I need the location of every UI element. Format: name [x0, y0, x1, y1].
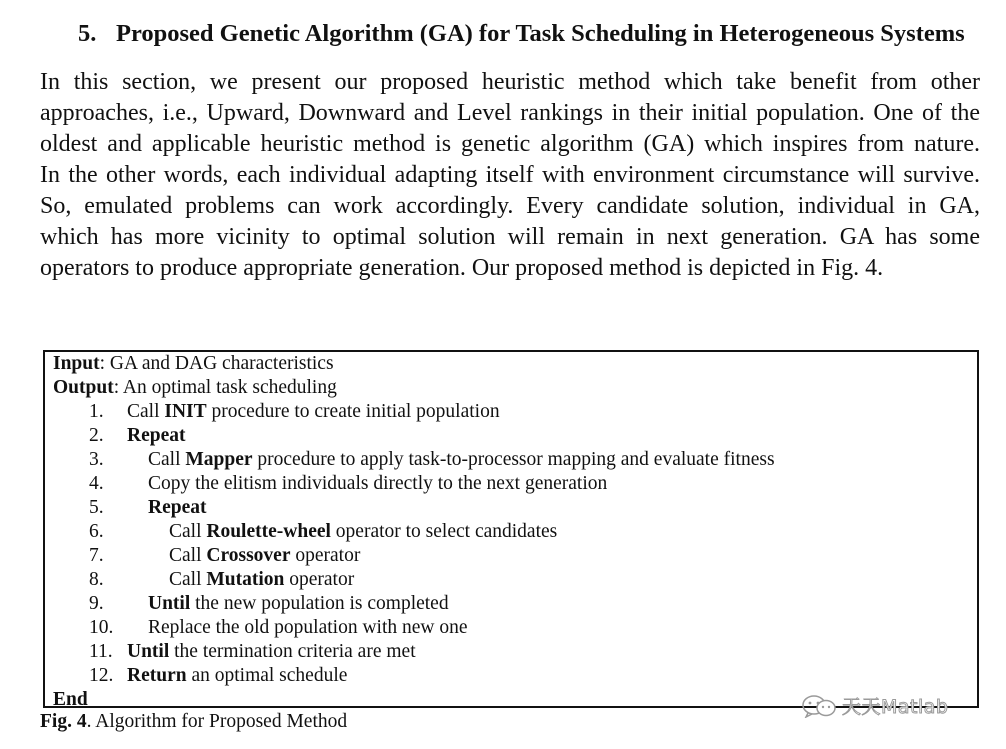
paragraph-line: In the other words, each individual adapting itself with environment circumstance will survive.	[40, 162, 980, 188]
watermark-text: 天天Matlab	[842, 696, 949, 718]
algorithm-output	[53, 376, 337, 400]
step-number: 10.	[89, 617, 114, 638]
step-bold: INIT	[164, 401, 207, 422]
step-post: operator	[290, 545, 361, 566]
step-pre: Copy the elitism individuals directly to the next generation	[148, 473, 608, 494]
paragraph-line: operators to produce appropriate generation. Our proposed method is depicted in Fig. 4.	[40, 255, 884, 281]
step-text	[169, 544, 360, 568]
watermark	[800, 692, 948, 719]
step-post: the termination criteria are met	[169, 641, 416, 662]
paragraph-line: So, emulated problems can work accordingly. Every candidate solution, individual in GA,	[40, 193, 980, 219]
step-pre: Call	[169, 521, 207, 542]
step-number: 1.	[89, 401, 104, 422]
step-post: procedure to create initial population	[206, 401, 500, 422]
step-text	[127, 640, 416, 664]
step-bold: Repeat	[148, 497, 207, 518]
step-post: the new population is completed	[190, 593, 449, 614]
paragraph-line: oldest and applicable heuristic method is genetic algorithm (GA) which inspires from nature.	[40, 131, 980, 157]
input-label: Input	[53, 353, 100, 374]
paragraph-line: which has more vicinity to optimal solution will remain in next generation. GA has some	[40, 224, 980, 250]
step-pre: Call	[169, 545, 207, 566]
step-number: 12.	[89, 665, 114, 686]
step-text	[169, 520, 557, 544]
step-post: operator to select candidates	[330, 521, 558, 542]
step-number: 4.	[89, 473, 104, 494]
paragraph-line: In this section, we present our proposed heuristic method which take benefit from other	[40, 69, 980, 95]
step-text	[148, 592, 449, 616]
caption-label: Fig. 4	[40, 711, 87, 732]
step-text	[148, 496, 206, 520]
step-text	[169, 568, 354, 592]
step-number: 3.	[89, 449, 104, 470]
step-pre: Call	[169, 569, 207, 590]
step-number: 5.	[89, 497, 104, 518]
section-title: Proposed Genetic Algorithm (GA) for Task Scheduling in Heterogeneous Systems	[116, 20, 965, 47]
step-number: 11.	[89, 641, 113, 662]
step-bold: Until	[148, 593, 191, 614]
step-number: 6.	[89, 521, 104, 542]
step-text	[127, 664, 347, 688]
section-number: 5.	[78, 20, 97, 47]
step-bold: Crossover	[206, 545, 291, 566]
step-number: 7.	[89, 545, 104, 566]
step-text	[148, 472, 607, 496]
step-text	[148, 616, 468, 640]
algorithm-box	[43, 350, 979, 708]
step-pre: Call	[148, 449, 186, 470]
step-bold: Until	[127, 641, 170, 662]
step-post: operator	[284, 569, 355, 590]
step-bold: Roulette-wheel	[206, 521, 331, 542]
step-number: 2.	[89, 425, 104, 446]
step-text	[127, 424, 185, 448]
step-bold: Mutation	[206, 569, 285, 590]
step-pre: Call	[127, 401, 165, 422]
section-heading	[78, 20, 965, 48]
step-bold: Return	[127, 665, 187, 686]
step-bold: Mapper	[185, 449, 253, 470]
step-text	[148, 448, 775, 472]
intro-paragraph	[40, 67, 980, 284]
step-number: 9.	[89, 593, 104, 614]
wechat-icon	[800, 694, 838, 718]
figure-caption	[40, 711, 347, 733]
output-text: : An optimal task scheduling	[113, 377, 337, 398]
step-pre: Replace the old population with new one	[148, 617, 468, 638]
step-bold: Repeat	[127, 425, 186, 446]
algorithm-end: End	[53, 689, 88, 710]
caption-text: . Algorithm for Proposed Method	[86, 711, 348, 732]
step-text	[127, 400, 500, 424]
step-post: an optimal schedule	[186, 665, 348, 686]
step-number: 8.	[89, 569, 104, 590]
output-label: Output	[53, 377, 114, 398]
input-text: : GA and DAG characteristics	[99, 353, 334, 374]
step-post: procedure to apply task-to-processor mapping and evaluate fitness	[252, 449, 775, 470]
algorithm-input	[53, 352, 334, 376]
paragraph-line: approaches, i.e., Upward, Downward and Level rankings in their initial population. One of the	[40, 100, 980, 126]
